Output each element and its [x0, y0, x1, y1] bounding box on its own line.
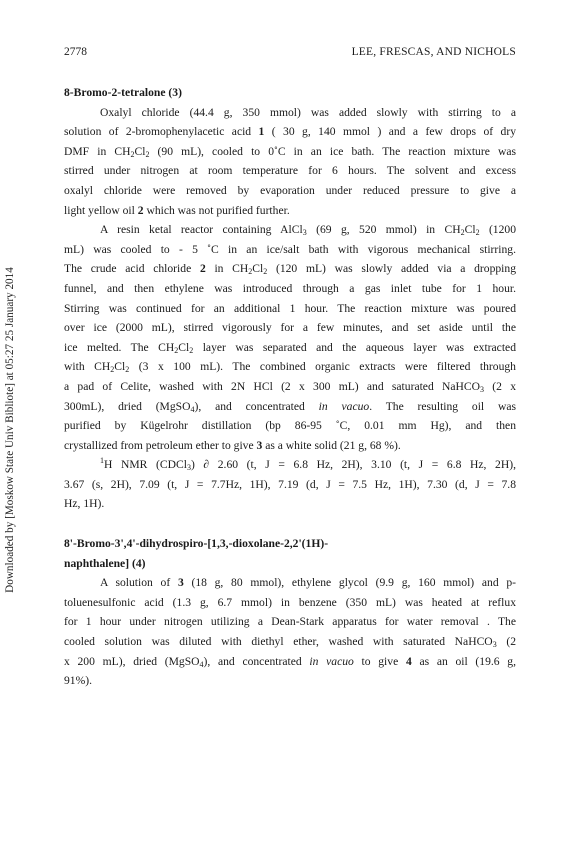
section-heading: 8'-Bromo-3',4'-dihydrospiro-[1,3,-dioxolane-2,2'(1H)- [64, 537, 329, 551]
article-body [64, 83, 516, 691]
text-line: purified by Kügelrohr distillation (bp 86-95 ˚C, 0.01 mm Hg), and then [64, 419, 516, 433]
running-head: LEE, FRESCAS, AND NICHOLS [351, 46, 516, 58]
text-line: funnel, and then ethylene was introduced through a gas inlet tube for 1 hour. [64, 281, 516, 295]
text-line: A solution of 3 (18 g, 80 mmol), ethylene glycol (9.9 g, 160 mmol) and p- [100, 576, 516, 590]
text-line: a pad of Celite, washed with 2N HCl (2 x 300 mL) and saturated NaHCO$_3$ (2 x [64, 379, 516, 394]
text-line: crystallized from petroleum ether to give 3 as a white solid (21 g, 68 %). [64, 438, 401, 452]
text-line: toluenesulfonic acid (1.3 g, 6.7 mmol) in benzene (350 mL) was heated at reflux [64, 595, 516, 609]
text-line: light yellow oil 2 which was not purified further. [64, 203, 290, 217]
text-line: A resin ketal reactor containing AlCl$_3$ (69 g, 520 mmol) in $CH_2Cl_2$ (1200 [100, 223, 516, 238]
page-header [64, 46, 516, 60]
paragraph [64, 220, 516, 455]
text-line: $^1$H NMR (CDCl$_3$) ∂ 2.60 (t, J = 6.8 Hz, 2H), 3.10 (t, J = 6.8 Hz, 2H), [100, 456, 516, 473]
text-line: Stirring was continued for an additional 1 hour. The reaction mixture was poured [64, 301, 516, 315]
text-line: DMF in $CH_2Cl_2$ (90 mL), cooled to 0˚C in an ice bath. The reaction mixture was [64, 144, 516, 159]
text-line: 300mL), dried (MgSO$_4$), and concentrated in vacuo. The resulting oil was [64, 399, 516, 414]
page-number: 2778 [64, 46, 87, 58]
text-line: ice melted. The $CH_2Cl_2$ layer was separated and the aqueous layer was extracted [64, 340, 516, 355]
text-line: oxalyl chloride were removed by evaporation under reduced pressure to give a [64, 183, 516, 197]
section [64, 534, 516, 691]
section-heading: naphthalene] (4) [64, 556, 146, 570]
text-line: 3.67 (s, 2H), 7.09 (t, J = 7.7Hz, 1H), 7.19 (d, J = 7.5 Hz, 1H), 7.30 (d, J = 7.8 [64, 477, 516, 491]
text-line: with $CH_2Cl_2$ (3 x 100 mL). The combined organic extracts were filtered through [64, 360, 516, 375]
paragraph [64, 455, 516, 514]
section-heading: 8-Bromo-2-tetralone (3) [64, 86, 182, 99]
watermark-text: Downloaded by [Moskow State Univ Bibliote] at 05:27 25 January 2014 [4, 267, 16, 593]
text-line: mL) was cooled to - 5 ˚C in an ice/salt bath with vigorous mechanical stirring. [64, 242, 516, 256]
text-line: Oxalyl chloride (44.4 g, 350 mmol) was added slowly with stirring to a [100, 105, 516, 119]
text-line: The crude acid chloride 2 in $CH_2Cl_2$ (120 mL) was slowly added via a dropping [64, 262, 516, 277]
text-line: solution of 2-bromophenylacetic acid 1 ( 30 g, 140 mmol ) and a few drops of dry [64, 125, 516, 139]
text-line: stirred under nitrogen at room temperature for 6 hours. The solvent and excess [64, 164, 516, 178]
text-line: x 200 mL), dried (MgSO$_4$), and concentrated in vacuo to give 4 as an oil (19.6 g, [64, 654, 516, 669]
paragraph [64, 573, 516, 691]
section [64, 83, 516, 514]
section-spacer [64, 514, 516, 534]
text-line: Hz, 1H). [64, 497, 105, 511]
text-line: 91%). [64, 674, 93, 688]
text-line: for 1 hour under nitrogen utilizing a Dean-Stark apparatus for water removal . The [64, 615, 516, 629]
text-line: cooled solution was diluted with diethyl ether, washed with saturated NaHCO$_3$ (2 [64, 635, 516, 650]
paragraph [64, 103, 516, 221]
text-line: over ice (2000 mL), stirred vigorously for a few minutes, and set aside until the [64, 321, 516, 335]
download-watermark [3, 230, 17, 630]
